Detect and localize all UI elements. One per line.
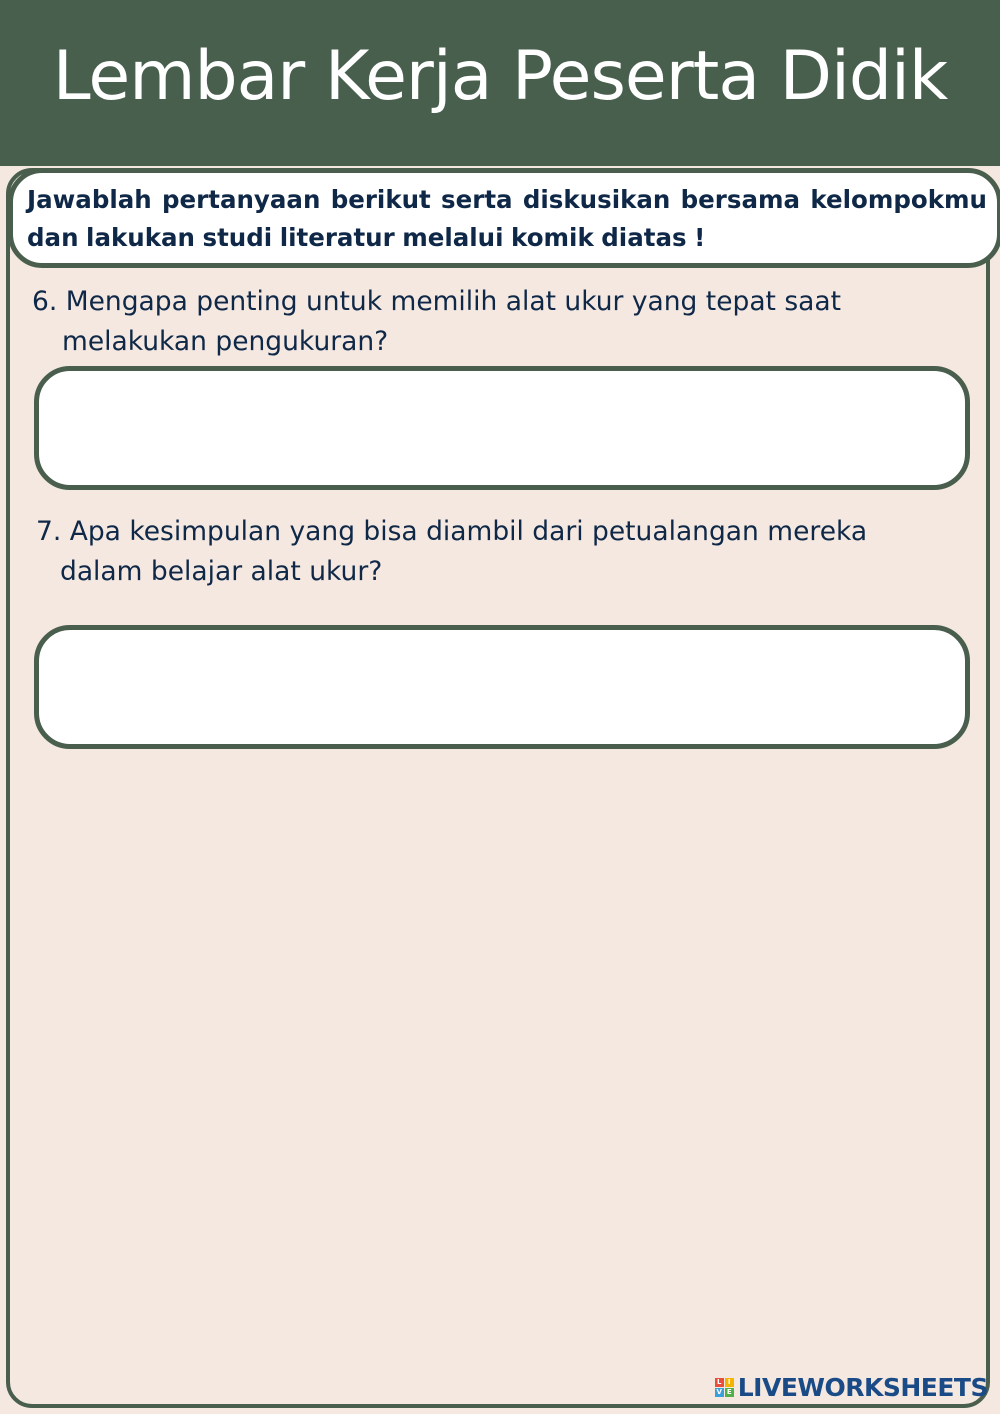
liveworksheets-logo-icon [715,1378,734,1397]
logo-letter-l: L [715,1378,724,1387]
liveworksheets-logo[interactable] [715,1373,988,1402]
instruction-text: Jawablah pertanyaan berikut serta diskusikan bersama kelompokmu dan lakukan studi literatur melalui komik diatas ! [27,185,987,252]
answer-6-input[interactable] [34,366,970,490]
question-7-number: 7. [36,516,62,547]
logo-letter-e: E [725,1388,734,1397]
logo-letter-v: V [716,1388,722,1396]
logo-letter-i: I [725,1378,734,1387]
page-title: Lembar Kerja Peserta Didik [52,37,948,116]
question-7-text: Apa kesimpulan yang bisa diambil dari petualangan mereka dalam belajar alat ukur? [60,516,868,587]
answer-7-input[interactable] [34,625,970,749]
question-6 [32,282,952,362]
question-6-number: 6. [32,286,58,317]
question-6-text: Mengapa penting untuk memilih alat ukur yang tepat saat melakukan pengukuran? [62,286,842,357]
header-banner [0,0,1000,166]
liveworksheets-brand: LIVEWORKSHEETS [737,1373,988,1402]
question-7 [36,512,956,592]
instruction-box [8,168,1000,268]
